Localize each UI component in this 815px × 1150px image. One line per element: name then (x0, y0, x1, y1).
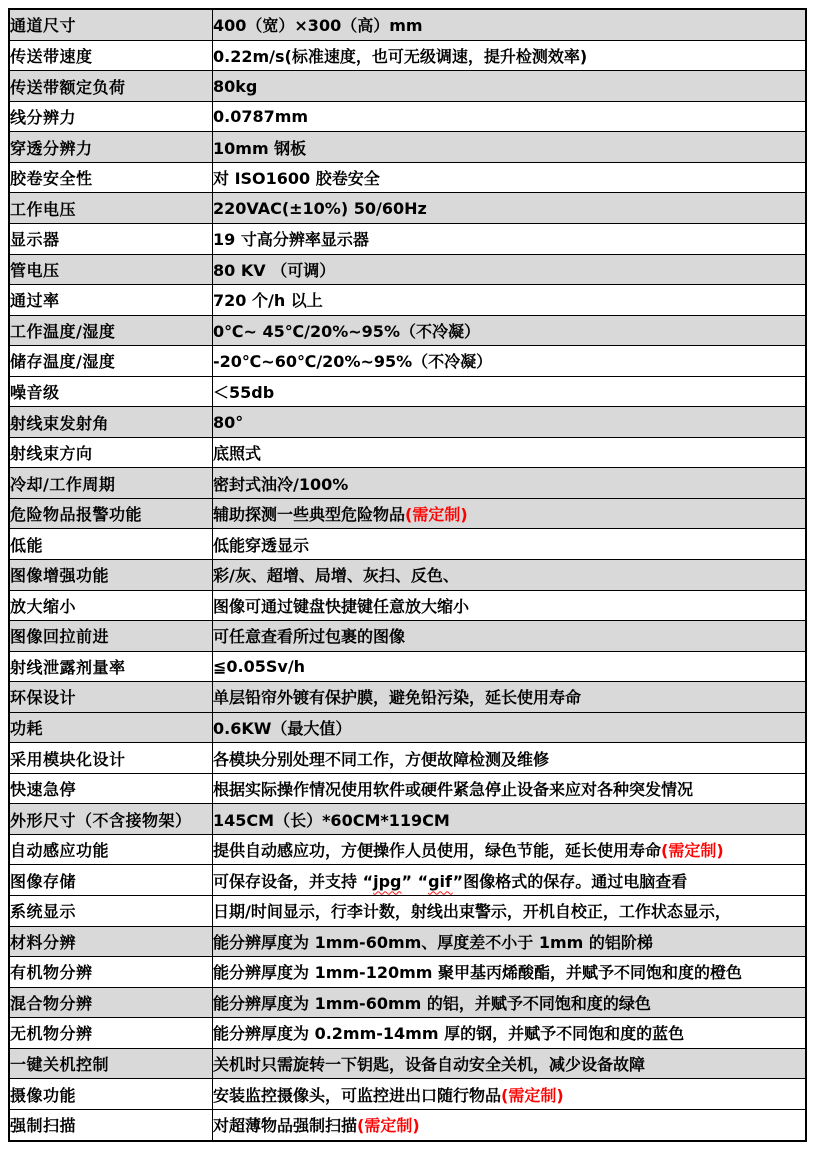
spec-value-cell (213, 162, 807, 193)
spec-value-cell (213, 804, 807, 835)
spec-value-cell (213, 132, 807, 163)
spec-value-cell (213, 1018, 807, 1049)
spec-value-cell (213, 865, 807, 896)
spec-label-cell: 摄像功能 (9, 1079, 213, 1110)
spec-row (9, 804, 806, 835)
spec-row (9, 773, 806, 804)
spec-label-cell: 采用模块化设计 (9, 743, 213, 774)
spec-value-cell (213, 1079, 807, 1110)
spec-row (9, 712, 806, 743)
spec-label-cell: 强制扫描 (9, 1109, 213, 1141)
spec-label-cell: 线分辨力 (9, 101, 213, 132)
spec-row (9, 132, 806, 163)
spec-row (9, 254, 806, 285)
spec-row (9, 468, 806, 499)
spec-label-cell: 低能 (9, 529, 213, 560)
spec-label-cell: 系统显示 (9, 896, 213, 927)
value-text: 低能穿透显示 (213, 535, 310, 555)
spec-value-cell (213, 376, 807, 407)
value-text: 80kg (213, 76, 258, 96)
spec-label-cell: 通过率 (9, 285, 213, 316)
spec-value-cell (213, 498, 807, 529)
value-text: 密封式油冷/100% (213, 474, 349, 494)
spec-value-cell (213, 926, 807, 957)
spec-row (9, 1048, 806, 1079)
spec-row (9, 376, 806, 407)
spec-value-cell (213, 40, 807, 71)
value-text: 0.0787mm (213, 107, 309, 127)
spec-value-cell (213, 987, 807, 1018)
spec-row (9, 285, 806, 316)
value-text: ≦0.05Sv/h (213, 656, 306, 676)
spec-row (9, 590, 806, 621)
spec-label-cell: 放大缩小 (9, 590, 213, 621)
spec-label-cell: 快速急停 (9, 773, 213, 804)
spec-label-cell: 混合物分辨 (9, 987, 213, 1018)
value-text: 0.22m/s(标准速度，也可无级调速，提升检测效率) (213, 46, 588, 66)
spec-label-cell: 传送带额定负荷 (9, 71, 213, 102)
custom-required-note: (需定制) (357, 1116, 420, 1136)
spec-row (9, 926, 806, 957)
value-text: 关机时只需旋转一下钥匙，设备自动安全关机，减少设备故障 (213, 1055, 646, 1074)
spec-label-cell: 材料分辨 (9, 926, 213, 957)
spec-value-cell (213, 834, 807, 865)
value-text: 0.6KW（最大值） (213, 718, 352, 738)
value-text: 能分辨厚度为 0.2mm-14mm 厚的钢，并赋予不同饱和度的蓝色 (213, 1024, 685, 1044)
spec-label-cell: 工作温度/湿度 (9, 315, 213, 346)
spec-value-cell (213, 407, 807, 438)
value-text: 辅助探测一些典型危险物品 (213, 505, 406, 525)
spec-value-cell (213, 101, 807, 132)
value-text: 720 个/h 以上 (213, 291, 323, 311)
spec-row (9, 987, 806, 1018)
custom-required-note: (需定制) (501, 1085, 564, 1105)
spec-label-cell: 图像回拉前进 (9, 621, 213, 652)
value-text: 10mm 钢板 (213, 138, 307, 158)
spec-label-cell: 功耗 (9, 712, 213, 743)
value-text: ＜55db (213, 382, 275, 402)
value-text: 彩/灰、超增、局增、灰扫、反色、 (213, 566, 459, 586)
spec-row (9, 1079, 806, 1110)
spec-value-cell (213, 9, 807, 40)
spec-label-cell: 一键关机控制 (9, 1048, 213, 1079)
spec-row (9, 71, 806, 102)
spec-table (8, 8, 807, 1142)
spec-row (9, 407, 806, 438)
spec-row (9, 9, 806, 40)
custom-required-note: (需定制) (661, 841, 724, 861)
spec-row (9, 101, 806, 132)
spec-label-cell: 有机物分辨 (9, 957, 213, 988)
spec-table-body (9, 9, 806, 1141)
spec-label-cell: 工作电压 (9, 193, 213, 224)
value-text: 0℃~ 45℃/20%~95%（不冷凝） (213, 321, 480, 341)
spec-row (9, 193, 806, 224)
value-text: 日期/时间显示，行李计数，射线出束警示，开机自校正，工作状态显示， (213, 902, 731, 922)
spec-label-cell: 危险物品报警功能 (9, 498, 213, 529)
value-text: 80 KV （可调） (213, 260, 336, 280)
value-text: 对 ISO1600 胶卷安全 (213, 169, 380, 189)
spec-label-cell: 噪音级 (9, 376, 213, 407)
spec-value-cell (213, 529, 807, 560)
spec-row (9, 682, 806, 713)
spec-value-cell (213, 285, 807, 316)
spec-value-cell (213, 743, 807, 774)
spec-label-cell: 显示器 (9, 223, 213, 254)
spellcheck-flagged-word: jpg (373, 871, 402, 891)
value-text: -20℃~60℃/20%~95%（不冷凝） (213, 352, 493, 372)
value-text: ” “ (401, 871, 429, 891)
spec-label-cell: 储存温度/湿度 (9, 346, 213, 377)
spec-label-cell: 射线束方向 (9, 437, 213, 468)
value-text: 可保存设备，并支持 “ (213, 871, 374, 891)
spec-value-cell (213, 559, 807, 590)
value-text: 220VAC(±10%) 50/60Hz (213, 198, 427, 218)
spec-label-cell: 通道尺寸 (9, 9, 213, 40)
spec-value-cell (213, 254, 807, 285)
spec-row (9, 1109, 806, 1141)
spec-row (9, 315, 806, 346)
spec-row (9, 498, 806, 529)
spec-row (9, 559, 806, 590)
spec-label-cell: 图像存储 (9, 865, 213, 896)
spec-value-cell (213, 773, 807, 804)
spec-value-cell (213, 651, 807, 682)
spec-value-cell (213, 1109, 807, 1141)
spec-value-cell (213, 590, 807, 621)
spec-row (9, 162, 806, 193)
value-text: 能分辨厚度为 1mm-120mm 聚甲基丙烯酸酯，并赋予不同饱和度的橙色 (213, 963, 743, 983)
custom-required-note: (需定制) (405, 505, 468, 525)
spec-value-cell (213, 71, 807, 102)
spec-label-cell: 环保设计 (9, 682, 213, 713)
value-text: 单层铅帘外镀有保护膜，避免铅污染，延长使用寿命 (213, 688, 582, 708)
spec-value-cell (213, 682, 807, 713)
spec-value-cell (213, 621, 807, 652)
value-text: 400（宽）×300（高）mm (213, 16, 423, 36)
value-text: 底照式 (213, 444, 262, 464)
spec-label-cell: 外形尺寸（不含接物架） (9, 804, 213, 835)
spec-value-cell (213, 193, 807, 224)
spec-value-cell (213, 437, 807, 468)
spec-row (9, 743, 806, 774)
spec-row (9, 223, 806, 254)
value-text: 根据实际操作情况使用软件或硬件紧急停止设备来应对各种突发情况 (213, 780, 694, 800)
value-text: 安装监控摄像头，可监控进出口随行物品 (213, 1085, 502, 1105)
spec-value-cell (213, 468, 807, 499)
value-text: ”图像格式的保存。通过电脑查看 (452, 871, 688, 891)
value-text: 能分辨厚度为 1mm-60mm、厚度差不小于 1mm 的铝阶梯 (213, 932, 653, 952)
spec-label-cell: 胶卷安全性 (9, 162, 213, 193)
spec-label-cell: 图像增强功能 (9, 559, 213, 590)
value-text: 各模块分别处理不同工作，方便故障检测及维修 (213, 749, 550, 769)
spec-row (9, 437, 806, 468)
spec-value-cell (213, 712, 807, 743)
value-text: 能分辨厚度为 1mm-60mm 的铝，并赋予不同饱和度的绿色 (213, 993, 651, 1013)
value-text: 提供自动感应功，方便操作人员使用，绿色节能，延长使用寿命 (213, 841, 662, 861)
value-text: 19 寸高分辨率显示器 (213, 230, 369, 250)
spec-value-cell (213, 1048, 807, 1079)
spec-row (9, 834, 806, 865)
spec-row (9, 40, 806, 71)
spec-row (9, 346, 806, 377)
value-text: 对超薄物品强制扫描 (213, 1116, 358, 1136)
value-text: 145CM（长）*60CM*119CM (213, 810, 450, 830)
spec-row (9, 529, 806, 560)
spec-value-cell (213, 346, 807, 377)
spec-label-cell: 穿透分辨力 (9, 132, 213, 163)
spec-row (9, 865, 806, 896)
spec-row (9, 957, 806, 988)
spec-label-cell: 射线束发射角 (9, 407, 213, 438)
value-text: 可任意查看所过包裹的图像 (213, 627, 406, 647)
value-text: 80° (213, 412, 244, 432)
spec-row (9, 651, 806, 682)
spec-label-cell: 传送带速度 (9, 40, 213, 71)
spec-value-cell (213, 957, 807, 988)
spec-label-cell: 射线泄露剂量率 (9, 651, 213, 682)
spec-label-cell: 管电压 (9, 254, 213, 285)
value-text: 图像可通过键盘快捷键任意放大缩小 (213, 596, 470, 616)
spec-label-cell: 冷却/工作周期 (9, 468, 213, 499)
spec-value-cell (213, 896, 807, 927)
spellcheck-flagged-word: gif (428, 871, 453, 891)
spec-row (9, 1018, 806, 1049)
spec-label-cell: 无机物分辨 (9, 1018, 213, 1049)
spec-value-cell (213, 223, 807, 254)
spec-row (9, 896, 806, 927)
spec-value-cell (213, 315, 807, 346)
spec-label-cell: 自动感应功能 (9, 834, 213, 865)
spec-row (9, 621, 806, 652)
